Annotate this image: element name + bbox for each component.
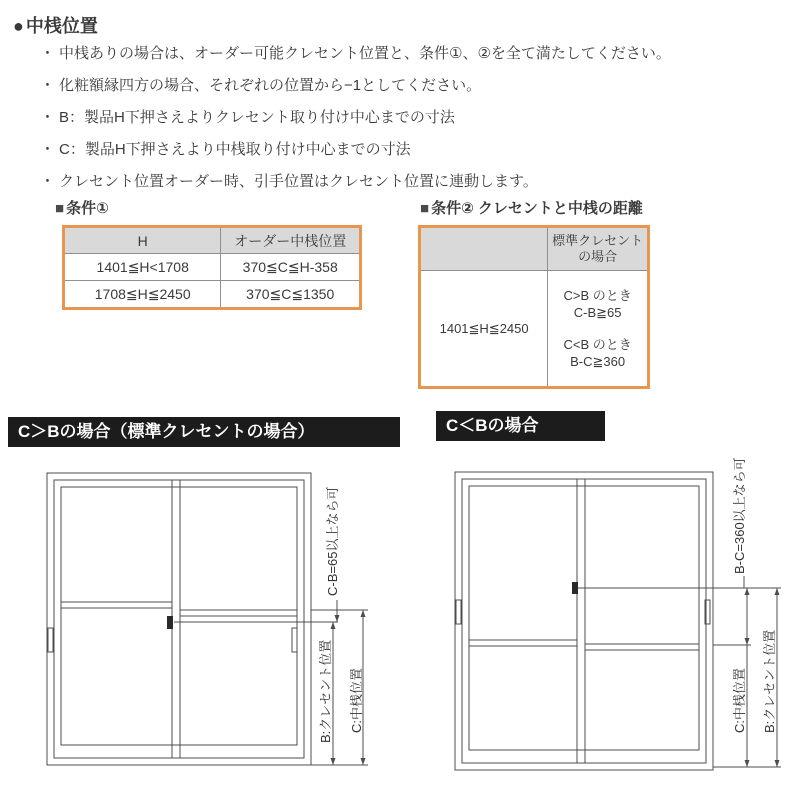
crescent-lock [572, 582, 578, 594]
cell-c-range: 370≦C≦1350 [221, 281, 361, 309]
notes-list [40, 44, 671, 204]
case-rule: B-C≧360 [570, 354, 626, 369]
window-diagram-c-gt-b [0, 450, 400, 800]
cell-h-range: 1401≦H<1708 [64, 254, 221, 281]
cell-crescent-rules [548, 271, 649, 388]
dot-bullet-icon: ・ [40, 77, 56, 94]
note-text: 化粧額縁四方の場合、それぞれの位置から−1としてください。 [59, 77, 482, 94]
note-text: C：製品H下押さえより中桟取り付け中心までの寸法 [59, 141, 411, 158]
cell-h-range: 1708≦H≦2450 [64, 281, 221, 309]
cell-c-range: 370≦C≦H-358 [221, 254, 361, 281]
crescent-lock [167, 616, 173, 629]
table-row [420, 271, 649, 388]
rail-position-label: C:中桟位置 [349, 667, 364, 733]
case-condition: C>B のとき [563, 288, 632, 303]
condition1-heading-text: 条件① [66, 200, 109, 217]
square-bullet-icon: ■ [420, 200, 430, 217]
note-line [40, 108, 671, 127]
crescent-position-label: B:クレセント位置 [762, 629, 777, 733]
col-header-standard-crescent [548, 227, 649, 271]
col-header-empty [420, 227, 548, 271]
dot-bullet-icon: ・ [40, 45, 56, 62]
dot-bullet-icon: ・ [40, 173, 56, 190]
diagram-title-c-lt-b: C＜Bの場合 [436, 411, 605, 441]
condition2-table [418, 225, 650, 389]
table-row [64, 254, 361, 281]
case-rule: C-B≧65 [573, 305, 622, 320]
case-condition: C<B のとき [563, 337, 632, 352]
note-line [40, 172, 671, 191]
crescent-position-label: B:クレセント位置 [318, 639, 333, 743]
window-diagram-c-lt-b [400, 400, 800, 800]
pull-handle-left [456, 600, 461, 624]
header-line1: 標準クレセント [552, 233, 644, 248]
case-c-gt-b [550, 287, 645, 321]
col-header-order-rail-position: オーダー中桟位置 [221, 227, 361, 254]
note-line [40, 76, 671, 95]
gap-dimension-label: B-C=360以上なら可 [732, 457, 747, 574]
pull-handle-right [292, 628, 297, 652]
diagram-title-c-gt-b: C＞Bの場合（標準クレセントの場合） [8, 417, 400, 447]
note-text: B：製品H下押さえよりクレセント取り付け中心までの寸法 [59, 109, 455, 126]
cell-h-range: 1401≦H≦2450 [420, 271, 548, 388]
page-title [13, 12, 98, 38]
table-row [64, 281, 361, 309]
condition2-heading [420, 197, 643, 218]
dot-bullet-icon: ・ [40, 109, 56, 126]
rail-position-label: C:中桟位置 [732, 667, 747, 733]
page-title-text: 中桟位置 [25, 16, 98, 36]
condition1-table [62, 225, 362, 310]
note-line [40, 44, 671, 63]
gap-dimension-label: C-B=65以上なら可 [325, 486, 340, 596]
note-line [40, 140, 671, 159]
dot-bullet-icon: ・ [40, 141, 56, 158]
note-text: クレセント位置オーダー時、引手位置はクレセント位置に連動します。 [59, 173, 538, 190]
condition1-heading [55, 197, 109, 218]
pull-handle-left [48, 628, 53, 652]
case-c-lt-b [550, 336, 645, 370]
header-line2: の場合 [578, 249, 618, 264]
col-header-h: H [64, 227, 221, 254]
circle-bullet-icon: ● [13, 16, 24, 36]
condition2-heading-text: 条件② クレセントと中桟の距離 [431, 200, 643, 217]
square-bullet-icon: ■ [55, 200, 65, 217]
note-text: 中桟ありの場合は、オーダー可能クレセント位置と、条件①、②を全て満たしてください。 [59, 45, 671, 62]
